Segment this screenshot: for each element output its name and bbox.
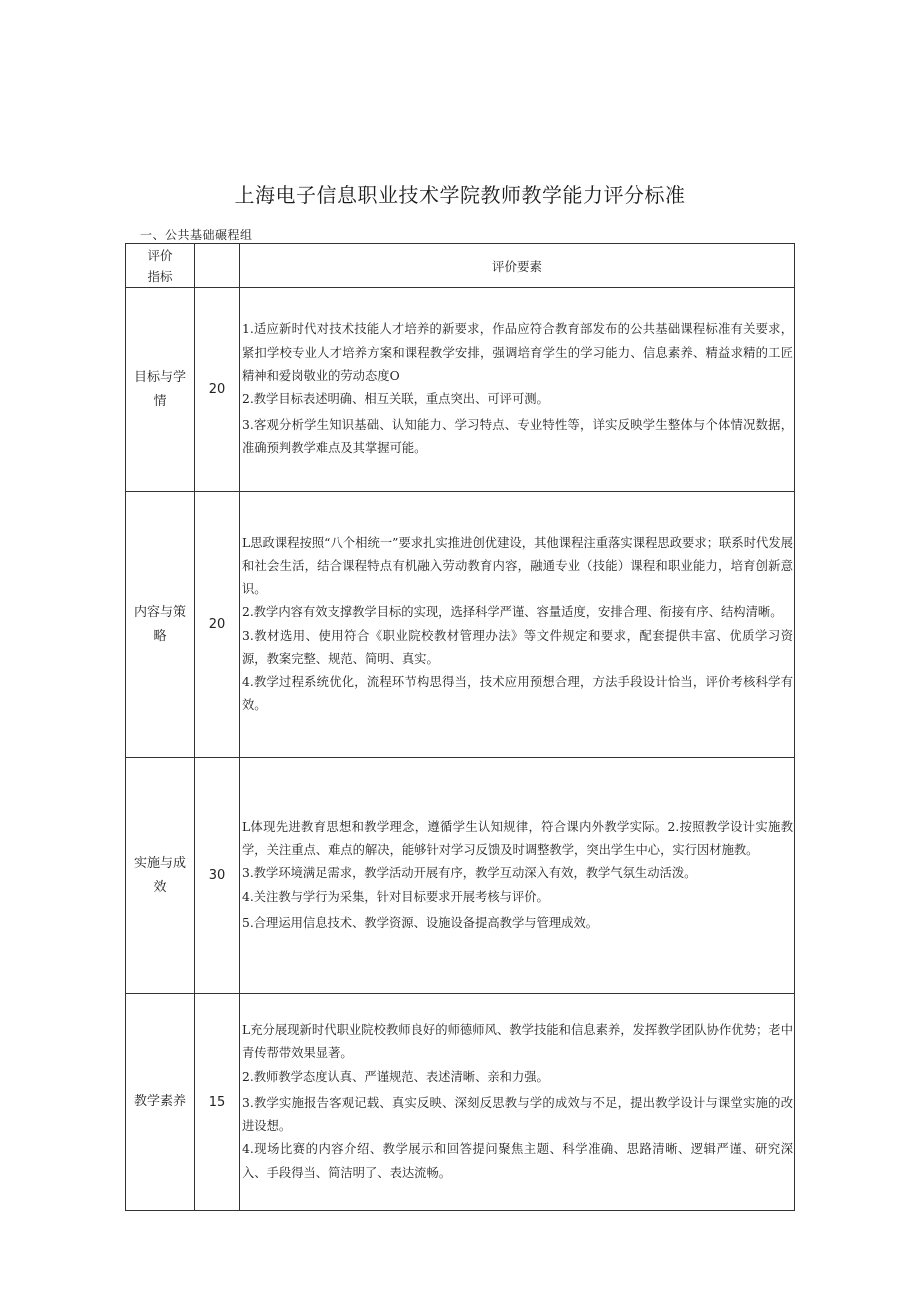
table-row: [126, 288, 795, 492]
element-item: 2.教学目标表述明确、相互关联，重点突出、可评可测。: [242, 392, 549, 406]
element-item: 2.教师教学态度认真、严谨规范、表述清晰、亲和力强。: [242, 1069, 549, 1084]
score-cell: 20: [195, 492, 240, 758]
score-cell: 15: [195, 994, 240, 1211]
header-indicator: 评价指标: [126, 244, 195, 288]
element-item: 4.关注教与学行为采集，针对目标要求开展考核与评价。: [242, 889, 549, 904]
element-item: 3.客观分析学生知识基础、认知能力、学习特点、专业特性等，详实反映学生整体与个体情况数据，准确预判教学难点及其掌握可能。: [242, 418, 793, 456]
score-cell: 30: [195, 758, 240, 994]
element-item: 4.教学过程系统优化，流程环节构思得当，技术应用预想合理，方法手段设计恰当，评价考核科学有效。: [242, 674, 793, 713]
element-item: 3.教学实施报告客观记载、真实反映、深刻反思教与学的成效与不足，提出教学设计与课堂实施的改进设想。: [242, 1095, 793, 1134]
header-score: [195, 244, 240, 288]
indicator-cell: 实施与成效: [126, 758, 195, 994]
element-item: L充分展现新时代职业院校教师良好的师德师风、教学技能和信息素养，发挥教学团队协作优势；老中青传帮带效果显著。: [242, 1023, 793, 1061]
elements-cell: [240, 758, 795, 994]
element-item: 4.现场比赛的内容介绍、教学展示和回答提问聚焦主题、科学准确、思路清晰、逻辑严谨、研究深入、手段得当、简洁明了、表达流畅。: [242, 1142, 793, 1180]
section-title: 一、公共基础碾程组: [140, 228, 253, 242]
scoring-table: [125, 243, 795, 1211]
element-item: L思政课程按照“八个相统一”要求扎实推进创优建设，其他课程注重落实课程思政要求；联系时代发展和社会生活，结合课程特点有机融入劳动教育内容，融通专业（技能）课程和职业能力，培育创新意识。: [242, 535, 793, 597]
indicator-cell: 内容与策略: [126, 492, 195, 758]
element-item: 3.教学环境满足需求，教学活动开展有序，教学互动深入有效，教学气氛生动活泼。: [242, 866, 697, 881]
header-elements: 评价要素: [240, 244, 795, 288]
element-item: 1.适应新时代对技术技能人才培养的新要求，作品应符合教育部发布的公共基础课程标准有关要求，紧扣学校专业人才培养方案和课程教学安排，强调培育学生的学习能力、信息素养、精益求精的工匠精神和爱岗敬业的劳动态度O: [242, 322, 793, 383]
element-item: 3.教材选用、使用符合《职业院校教材管理办法》等文件规定和要求，配套提供丰富、优质学习资源，教案完整、规范、简明、真实。: [242, 628, 793, 666]
score-cell: 20: [195, 288, 240, 492]
indicator-cell: 目标与学情: [126, 288, 195, 492]
element-item: 2.教学内容有效支撑教学目标的实现，选择科学严谨、容量适度，安排合理、衔接有序、结构清晰。: [242, 605, 783, 620]
page-title: 上海电子信息职业技术学院教师教学能力评分标准: [234, 183, 686, 207]
indicator-cell: 教学素养: [126, 994, 195, 1211]
table-header-row: [126, 244, 795, 288]
table-row: [126, 994, 795, 1211]
elements-cell: [240, 994, 795, 1211]
element-item: 5.合理运用信息技术、教学资源、设施设备提高教学与管理成效。: [242, 915, 599, 930]
elements-cell: [240, 492, 795, 758]
element-item: L体现先进教育思想和教学理念，遵循学生认知规律，符合课内外教学实际。2.按照教学设计实施教学，关注重点、难点的解决，能够针对学习反馈及时调整教学，突出学生中心，实行因材施教。: [242, 819, 793, 858]
table-row: [126, 758, 795, 994]
elements-cell: [240, 288, 795, 492]
table-row: [126, 492, 795, 758]
